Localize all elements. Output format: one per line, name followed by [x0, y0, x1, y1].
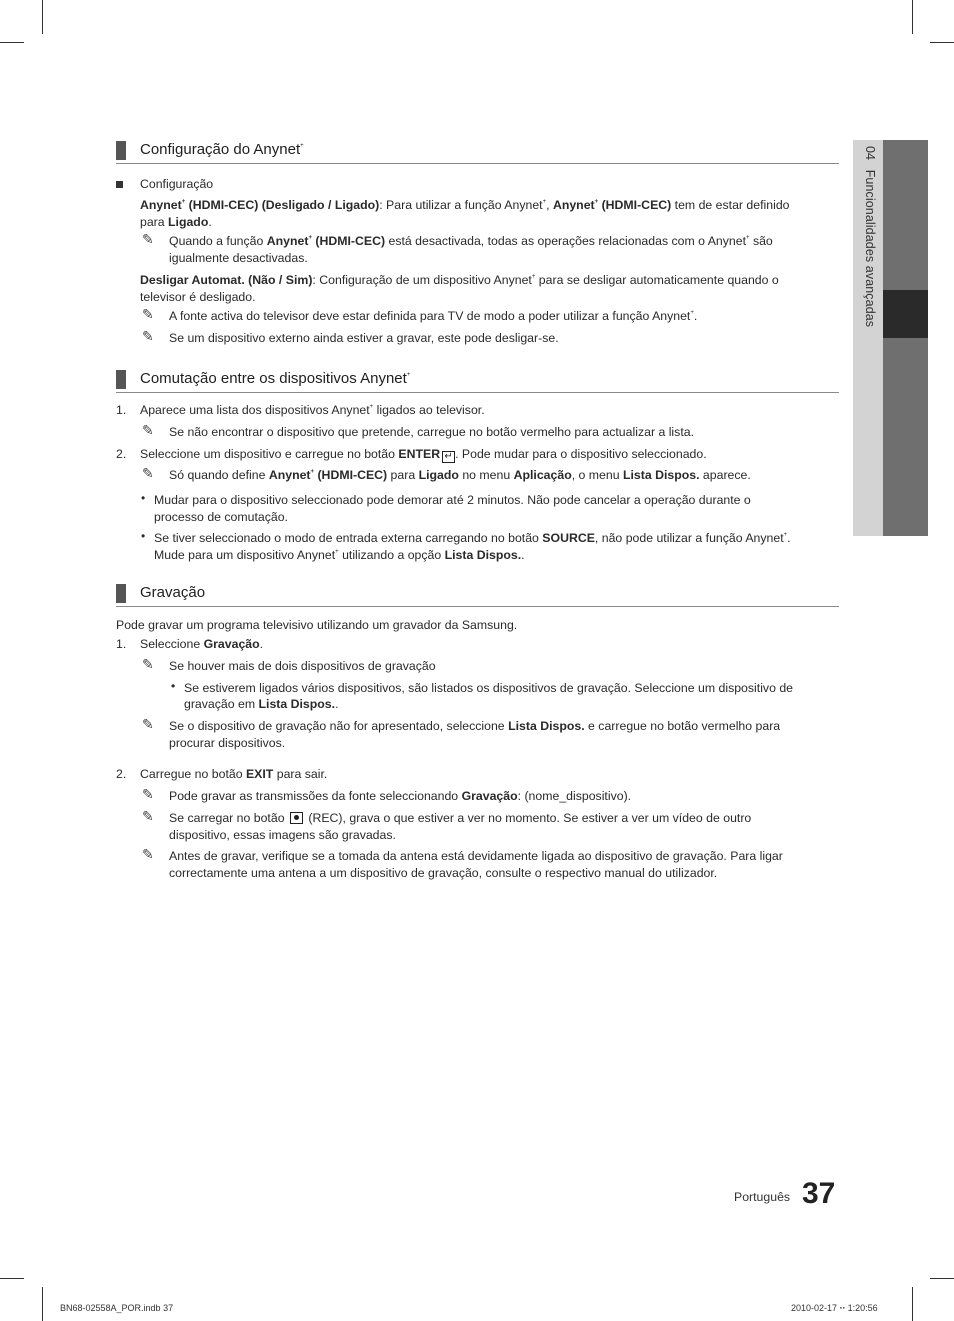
crop-mark — [930, 1278, 954, 1279]
note-icon: ✎ — [142, 231, 154, 247]
paragraph: Anynet+ (HDMI-CEC) (Desligado / Ligado): Para utilizar a função Anynet+, Anynet+ (HDMI-CEC) tem de estar definido — [140, 198, 790, 212]
section-heading-anynet-config — [116, 139, 839, 164]
footer-language: Português — [734, 1190, 791, 1204]
note-icon: ✎ — [142, 306, 154, 322]
note-text: Antes de gravar, verifique se a tomada da antena está devidamente ligada ao dispositivo de gravação. Para ligar — [169, 849, 783, 863]
step-number: 2. — [116, 447, 127, 461]
bullet-text: Mude para um dispositivo Anynet+ utilizando a opção Lista Dispos.. — [154, 548, 525, 562]
paragraph: televisor é desligado. — [140, 290, 256, 304]
page-number: 37 — [802, 1177, 836, 1210]
bullet-icon: • — [141, 529, 146, 543]
print-file-info: BN68-02558A_POR.indb 37 — [60, 1303, 174, 1313]
note-text: igualmente desactivadas. — [169, 251, 308, 265]
chapter-title: Funcionalidades avançadas — [863, 169, 877, 328]
crop-mark — [912, 1287, 913, 1321]
section-title: Configuração do Anynet+ — [140, 141, 304, 158]
step-text: Seleccione Gravação. — [140, 637, 264, 651]
paragraph: Desligar Automat. (Não / Sim): Configuração de um dispositivo Anynet+ para se desligar automaticamente quando o — [140, 273, 779, 287]
bullet-text: Se estiverem ligados vários dispositivos, são listados os dispositivos de gravação. Seleccione um dispositivo de — [184, 681, 794, 695]
note-text: Se um dispositivo externo ainda estiver a gravar, este pode desligar-se. — [169, 331, 559, 345]
note-text: Se o dispositivo de gravação não for apresentado, seleccione Lista Dispos. e carregue no botão vermelho para — [169, 719, 781, 733]
step-number: 2. — [116, 767, 127, 781]
chapter-number: 04 — [863, 146, 877, 161]
note-text: Se não encontrar o dispositivo que pretende, carregue no botão vermelho para actualizar a lista. — [169, 425, 694, 439]
note-icon: ✎ — [142, 656, 154, 672]
square-bullet-icon — [116, 181, 123, 188]
crop-mark — [930, 42, 954, 43]
note-text: correctamente uma antena a um dispositivo de gravação, consulte o respectivo manual do utilizador. — [169, 866, 718, 880]
note-icon: ✎ — [142, 786, 154, 802]
step-text: Aparece uma lista dos dispositivos Anynet+ ligados ao televisor. — [140, 403, 485, 417]
paragraph: para Ligado. — [140, 215, 212, 229]
heading-bar — [116, 584, 126, 603]
note-text: Se houver mais de dois dispositivos de gravação — [169, 659, 436, 673]
note-icon: ✎ — [142, 716, 154, 732]
bullet-text: Se tiver seleccionado o modo de entrada externa carregando no botão SOURCE, não pode utilizar a função Anynet+. — [154, 531, 791, 545]
note-text: Quando a função Anynet+ (HDMI-CEC) está desactivada, todas as operações relacionadas com o Anynet+ são — [169, 234, 773, 248]
crop-mark — [42, 0, 43, 34]
note-text: dispositivo, essas imagens são gravadas. — [169, 828, 396, 842]
bullet-text: processo de comutação. — [154, 510, 288, 524]
crop-mark — [912, 0, 913, 34]
crop-mark — [0, 1278, 24, 1279]
section-heading-anynet-switch — [116, 368, 839, 393]
section-title: Gravação — [140, 584, 206, 601]
bullet-text: Mudar para o dispositivo seleccionado pode demorar até 2 minutos. Não pode cancelar a operação durante o — [154, 493, 751, 507]
heading-bar — [116, 141, 126, 160]
note-icon: ✎ — [142, 465, 154, 481]
bullet-icon: • — [141, 491, 146, 505]
note-icon: ✎ — [142, 808, 154, 824]
note-text: procurar dispositivos. — [169, 736, 286, 750]
note-icon: ✎ — [142, 422, 154, 438]
crop-mark — [42, 1287, 43, 1321]
step-text: Carregue no botão EXIT para sair. — [140, 767, 328, 781]
print-date-info: 2010-02-17 ꞏꞏ 1:20:56 — [791, 1303, 878, 1313]
note-text: Pode gravar as transmissões da fonte seleccionando Gravação: (nome_dispositivo). — [169, 789, 632, 803]
step-text: Seleccione um dispositivo e carregue no botão ENTER ↵ . Pode mudar para o dispositivo seleccionado. — [140, 447, 707, 462]
step-number: 1. — [116, 637, 127, 651]
note-text: Só quando define Anynet+ (HDMI-CEC) para Ligado no menu Aplicação, o menu Lista Dispos. aparece. — [169, 468, 751, 482]
crop-mark — [0, 42, 24, 43]
item-title: Configuração — [140, 177, 214, 191]
note-icon: ✎ — [142, 846, 154, 862]
note-icon: ✎ — [142, 328, 154, 344]
step-number: 1. — [116, 403, 127, 417]
enter-icon: ↵ — [442, 451, 455, 463]
heading-bar — [116, 370, 126, 389]
section-title: Comutação entre os dispositivos Anynet+ — [140, 370, 411, 387]
note-text: A fonte activa do televisor deve estar definida para TV de modo a poder utilizar a função Anynet+. — [169, 309, 698, 323]
note-text: Se carregar no botão (REC), grava o que estiver a ver no momento. Se estiver a ver um vídeo de outro — [169, 811, 752, 825]
bullet-text: gravação em Lista Dispos.. — [184, 697, 339, 711]
bullet-icon: • — [171, 679, 176, 693]
intro-text: Pode gravar um programa televisivo utilizando um gravador da Samsung. — [116, 618, 518, 632]
rec-button-icon — [290, 812, 303, 824]
section-heading-recording — [116, 582, 839, 607]
